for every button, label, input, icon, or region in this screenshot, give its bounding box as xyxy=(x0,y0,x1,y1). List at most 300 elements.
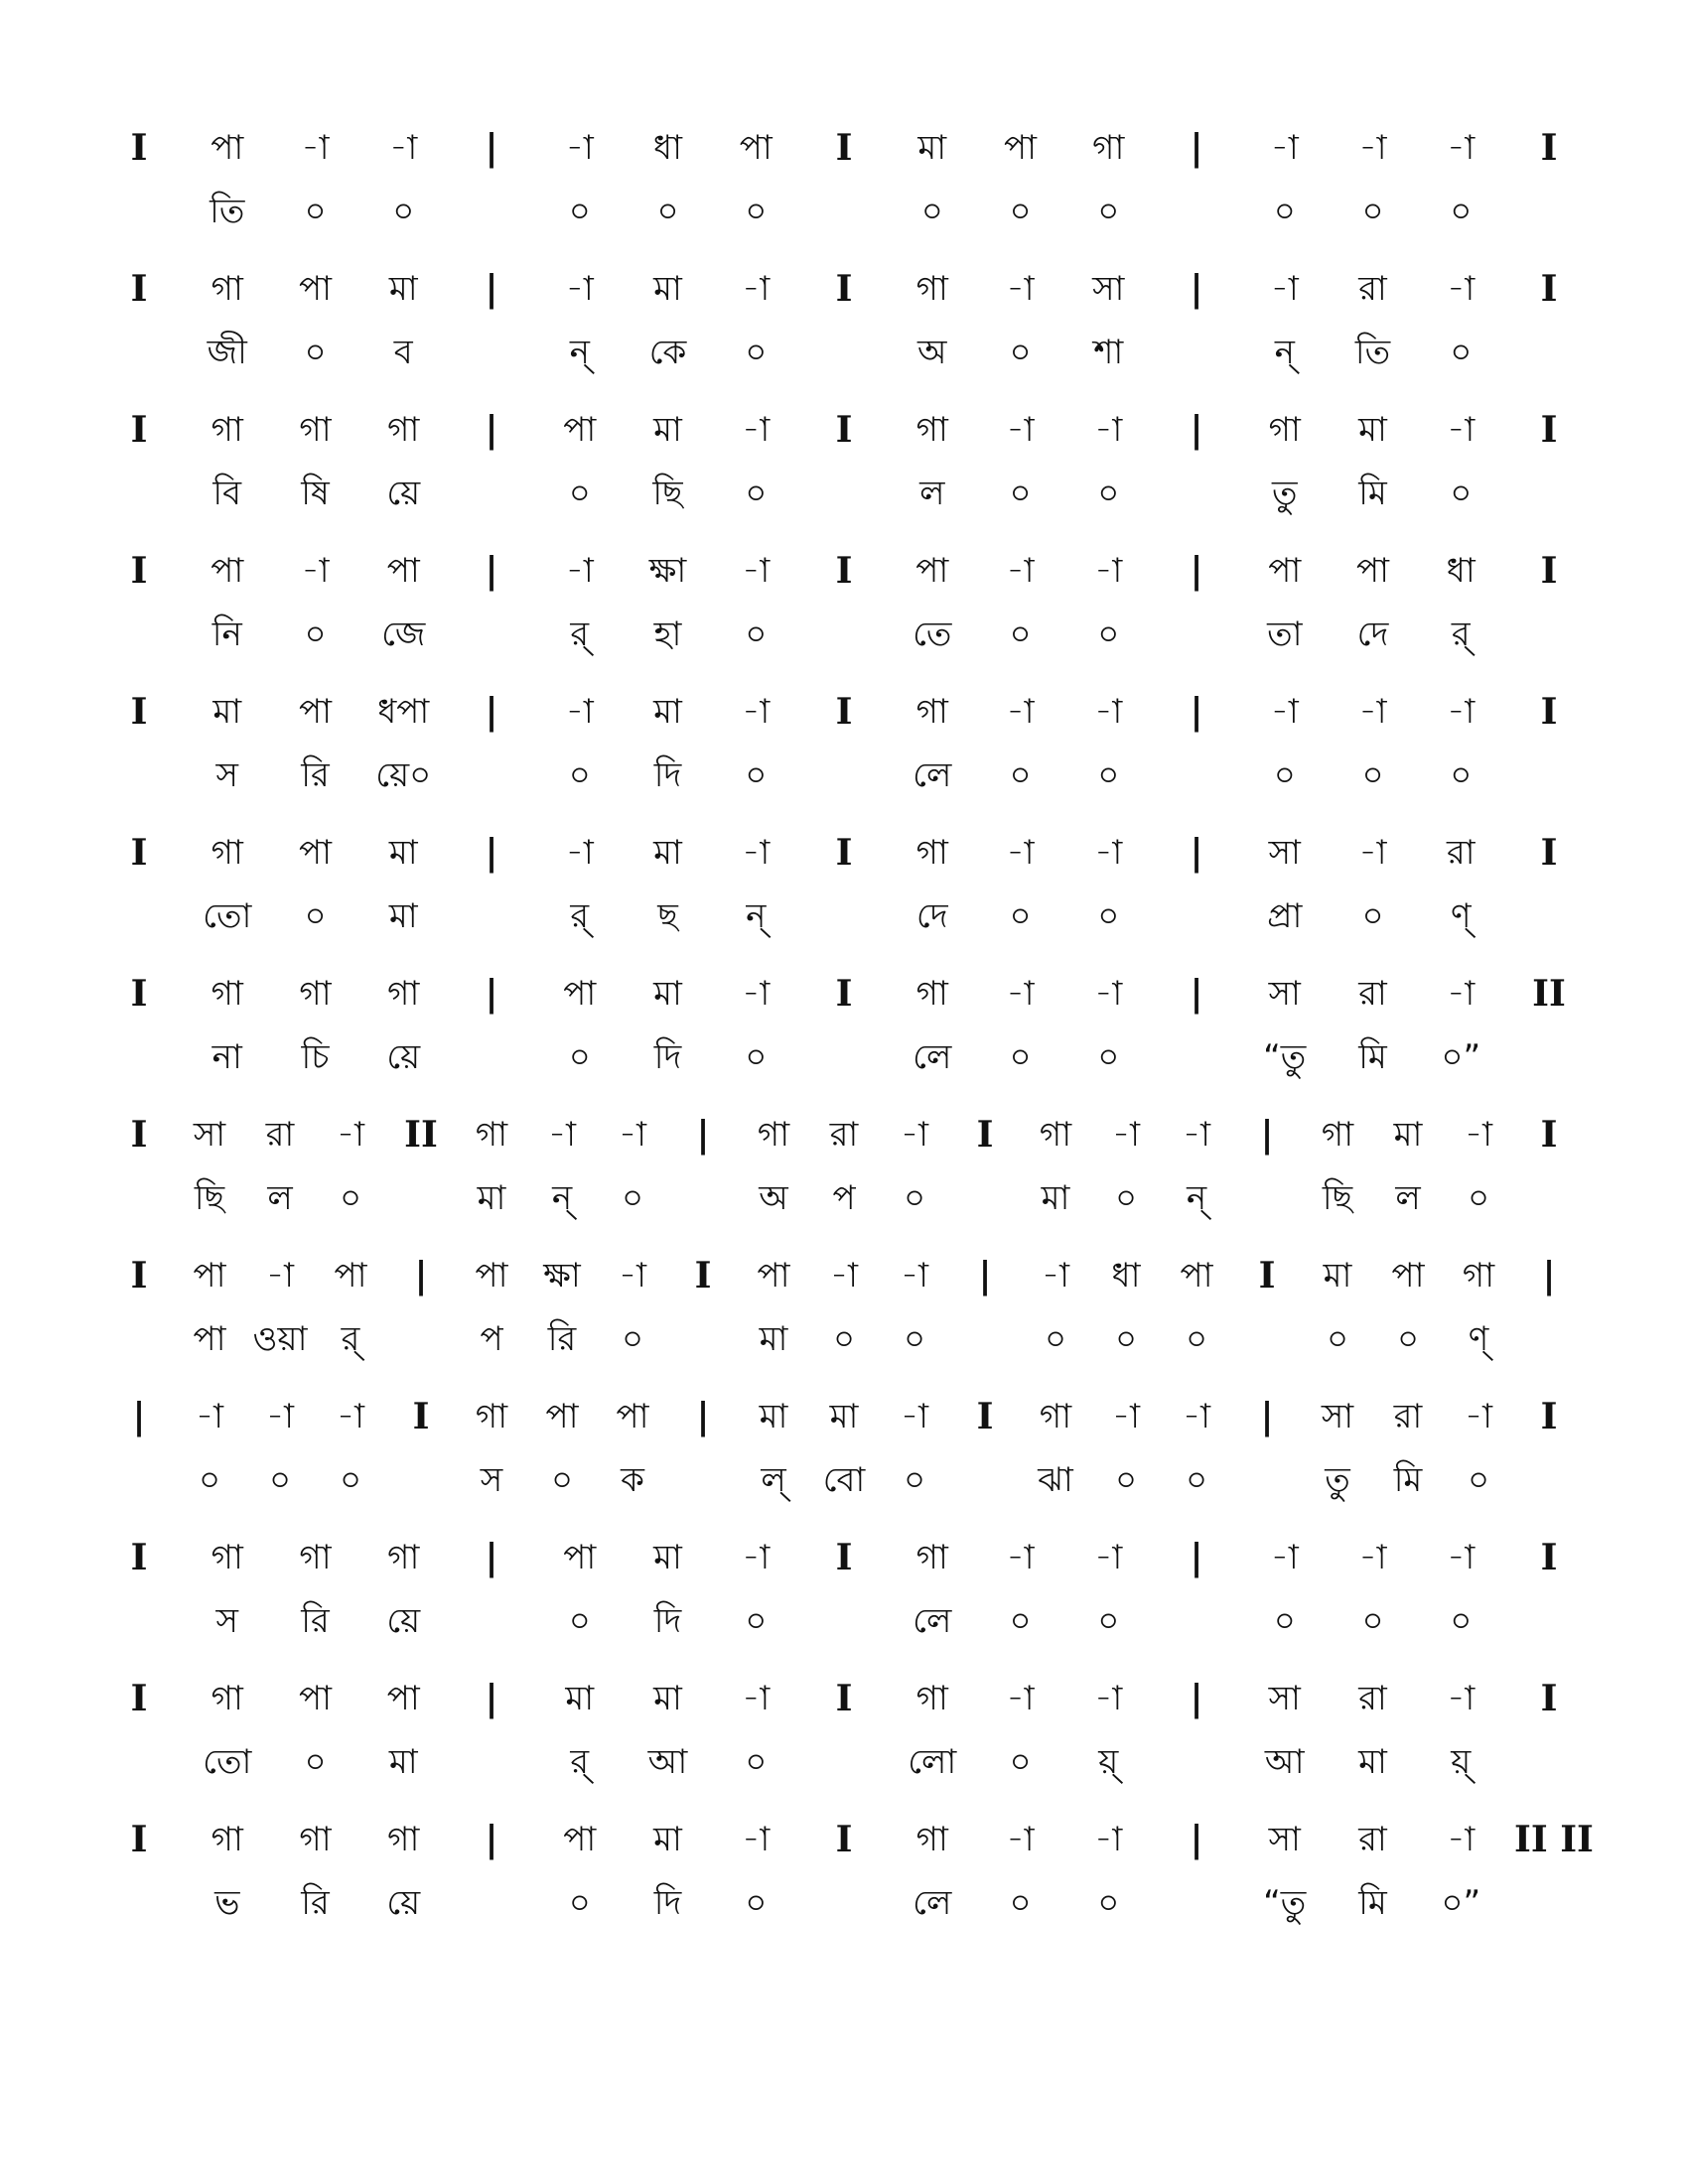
swara-note: -া xyxy=(1270,692,1299,732)
bar-line: | xyxy=(485,1819,498,1860)
lyric-syllable: ০ xyxy=(568,192,591,231)
lyric-syllable: র্ xyxy=(1451,614,1471,654)
bar-line: I xyxy=(130,973,148,1015)
swara-note: -া xyxy=(565,692,594,732)
bar-line: I xyxy=(1540,550,1558,592)
swara-note: -া xyxy=(1270,269,1299,309)
lyric-syllable: ল xyxy=(267,1178,293,1218)
lyric-syllable: ঝা xyxy=(1038,1460,1073,1500)
swara-note: সা xyxy=(1268,1820,1301,1859)
lyric-syllable: ০ xyxy=(1097,896,1120,936)
lyric-syllable: ০ xyxy=(1097,1883,1120,1923)
bar-line: | xyxy=(1190,973,1203,1015)
lyric-syllable: “তু xyxy=(1263,1883,1307,1923)
lyric-row xyxy=(139,1028,1549,1086)
lyric-syllable: ০ xyxy=(1361,755,1384,795)
swara-note: সা xyxy=(1268,974,1301,1014)
swara-note: গা xyxy=(211,410,243,450)
swara-note: ধপা xyxy=(377,692,430,732)
swara-note: সা xyxy=(193,1115,226,1155)
swara-note: গা xyxy=(299,1820,332,1859)
swara-note: সা xyxy=(1321,1397,1354,1436)
swara-note: -া xyxy=(565,128,594,168)
lyric-syllable: ০ xyxy=(920,192,943,231)
bar-line: | xyxy=(1260,1396,1274,1437)
bar-line: | xyxy=(485,409,498,451)
lyric-syllable: ক xyxy=(621,1460,644,1500)
swara-note: পা xyxy=(915,551,949,591)
swara-note: -া xyxy=(742,974,771,1014)
swara-note: মা xyxy=(829,1397,859,1436)
bar-line: I xyxy=(130,409,148,451)
lyric-syllable: রি xyxy=(547,1319,577,1359)
swara-note: মা xyxy=(653,833,682,873)
swara-note: মা xyxy=(653,1679,682,1718)
swara-note: -া xyxy=(742,1538,771,1577)
swara-note: গা xyxy=(915,410,948,450)
notation-system xyxy=(130,119,1558,248)
swara-note: মা xyxy=(1358,410,1387,450)
lyric-row xyxy=(139,1733,1549,1791)
lyric-syllable: ০ xyxy=(339,1460,362,1500)
swara-note: গা xyxy=(211,1538,243,1577)
lyric-syllable: ০ xyxy=(568,755,591,795)
swara-note: গা xyxy=(915,269,948,309)
swara-note: রা xyxy=(829,1115,859,1155)
swara-note: পা xyxy=(193,1256,226,1296)
swara-row xyxy=(130,1247,1556,1304)
lyric-syllable: ল xyxy=(919,474,945,513)
lyric-syllable: ০” xyxy=(1441,1037,1481,1077)
lyric-syllable: ০ xyxy=(1009,192,1032,231)
lyric-syllable: ০ xyxy=(1009,896,1032,936)
swara-note: মা xyxy=(388,833,418,873)
bar-line: I xyxy=(835,127,853,169)
lyric-syllable: তো xyxy=(203,1742,252,1782)
swara-note: -া xyxy=(1094,1820,1123,1859)
swara-note: পা xyxy=(1004,128,1037,168)
swara-note: -া xyxy=(1006,974,1035,1014)
lyric-row xyxy=(139,1874,1549,1932)
bar-line: | xyxy=(485,1678,498,1719)
lyric-syllable: ০ xyxy=(903,1319,926,1359)
lyric-syllable: ০ xyxy=(1273,755,1296,795)
swara-note: পা xyxy=(545,1397,579,1436)
bar-line: | xyxy=(1190,1819,1203,1860)
lyric-syllable: কে xyxy=(648,333,687,372)
lyric-syllable: ০ xyxy=(745,755,768,795)
lyric-row xyxy=(139,1310,1549,1368)
lyric-syllable: ওয়া xyxy=(252,1319,308,1359)
notation-system xyxy=(130,683,1558,812)
lyric-syllable: তু xyxy=(1325,1460,1350,1500)
lyric-syllable: ০ xyxy=(745,1037,768,1077)
swara-note: -া xyxy=(1183,1397,1210,1436)
swara-note: গা xyxy=(211,1820,243,1859)
lyric-syllable: আ xyxy=(1264,1742,1305,1782)
swara-note: মা xyxy=(1393,1115,1423,1155)
lyric-syllable: ন্ xyxy=(746,896,767,936)
swara-note: -া xyxy=(1465,1115,1492,1155)
lyric-syllable: পা xyxy=(193,1319,226,1359)
swara-note: পা xyxy=(739,128,773,168)
lyric-syllable: ছি xyxy=(652,474,683,513)
swara-note: ধা xyxy=(653,128,682,168)
lyric-syllable: ব xyxy=(393,333,413,372)
lyric-syllable: দি xyxy=(653,1601,682,1641)
lyric-syllable: ০ xyxy=(1097,192,1120,231)
bar-line: | xyxy=(485,973,498,1015)
swara-note: ধা xyxy=(1446,551,1476,591)
swara-note: মা xyxy=(1323,1256,1352,1296)
lyric-syllable: না xyxy=(211,1037,242,1077)
lyric-syllable: ০ xyxy=(745,474,768,513)
lyric-syllable: লে xyxy=(913,1037,952,1077)
lyric-syllable: ০ xyxy=(745,333,768,372)
lyric-syllable: য়ে xyxy=(386,1037,421,1077)
lyric-syllable: ০ xyxy=(745,1742,768,1782)
lyric-syllable: ন্ xyxy=(1186,1178,1207,1218)
lyric-syllable: ০ xyxy=(1273,192,1296,231)
lyric-syllable: ছি xyxy=(194,1178,225,1218)
bar-line: I xyxy=(1540,1537,1558,1578)
swara-note: পা xyxy=(1268,551,1302,591)
swara-note: -া xyxy=(619,1256,646,1296)
lyric-syllable: ০ xyxy=(304,333,327,372)
lyric-syllable: র্ xyxy=(570,896,590,936)
swara-row xyxy=(132,1388,1558,1445)
lyric-row xyxy=(139,465,1549,522)
lyric-syllable: ০ xyxy=(903,1460,926,1500)
swara-note: সা xyxy=(1268,1679,1301,1718)
bar-line: I xyxy=(1540,1114,1558,1156)
bar-line: | xyxy=(1190,1678,1203,1719)
swara-row xyxy=(130,1811,1594,1868)
lyric-syllable: ০ xyxy=(1097,1601,1120,1641)
lyric-syllable: ০ xyxy=(550,1460,574,1500)
swara-row xyxy=(130,1529,1558,1586)
lyric-syllable: ০ xyxy=(304,614,327,654)
lyric-syllable: ০ xyxy=(1185,1319,1208,1359)
bar-line: | xyxy=(485,268,498,310)
swara-note: গা xyxy=(757,1115,790,1155)
lyric-syllable: ল xyxy=(1395,1178,1421,1218)
lyric-syllable: দি xyxy=(653,755,682,795)
lyric-syllable: য়ে xyxy=(386,1883,421,1923)
notation-system xyxy=(130,1811,1594,1940)
lyric-syllable: আ xyxy=(647,1742,688,1782)
bar-line: I xyxy=(130,1819,148,1860)
bar-line: | xyxy=(485,1537,498,1578)
lyric-syllable: “তু xyxy=(1263,1037,1307,1077)
swara-note: ক্ষা xyxy=(648,551,687,591)
lyric-syllable: ন্ xyxy=(569,333,590,372)
lyric-syllable: ০ xyxy=(1009,474,1032,513)
swara-row xyxy=(130,965,1566,1023)
bar-line: | xyxy=(1190,409,1203,451)
swara-note: -া xyxy=(266,1256,294,1296)
swara-note: মা xyxy=(653,1820,682,1859)
bar-line: | xyxy=(696,1114,710,1156)
bar-line: | xyxy=(1542,1255,1556,1297)
lyric-syllable: শা xyxy=(1093,333,1124,372)
swara-note: -া xyxy=(1094,692,1123,732)
bar-line: I xyxy=(1540,832,1558,874)
swara-note: রা xyxy=(1358,974,1387,1014)
swara-note: পা xyxy=(1391,1256,1425,1296)
swara-note: -া xyxy=(301,128,330,168)
swara-note: সা xyxy=(1092,269,1125,309)
swara-note: পা xyxy=(563,1538,597,1577)
swara-note: -া xyxy=(1006,1679,1035,1718)
lyric-syllable: ০ xyxy=(745,1883,768,1923)
lyric-syllable: ০ xyxy=(1450,1601,1473,1641)
bar-line: | xyxy=(1190,832,1203,874)
lyric-syllable: ০ xyxy=(745,1601,768,1641)
swara-note: পা xyxy=(616,1397,649,1436)
lyric-syllable: মি xyxy=(1358,1883,1387,1923)
lyric-syllable: ০ xyxy=(1097,474,1120,513)
lyric-syllable: ০ xyxy=(832,1319,856,1359)
swara-row xyxy=(130,260,1558,318)
lyric-syllable: ০ xyxy=(1361,192,1384,231)
lyric-syllable: ০ xyxy=(1326,1319,1349,1359)
lyric-syllable: ০ xyxy=(1097,1037,1120,1077)
swara-note: -া xyxy=(1358,1538,1387,1577)
swara-note: -া xyxy=(1006,1820,1035,1859)
lyric-syllable: ০ xyxy=(745,614,768,654)
swara-note: -া xyxy=(1094,551,1123,591)
swara-note: -া xyxy=(1006,269,1035,309)
bar-line: | xyxy=(1190,127,1203,169)
swara-note: -া xyxy=(1006,410,1035,450)
lyric-syllable: স xyxy=(480,1460,503,1500)
lyric-syllable: ০ xyxy=(1009,1883,1032,1923)
lyric-syllable: তা xyxy=(1267,614,1303,654)
swara-note: -া xyxy=(1358,128,1387,168)
swara-note: রা xyxy=(1358,1679,1387,1718)
lyric-syllable: তি xyxy=(1354,333,1391,372)
swara-row xyxy=(130,824,1558,882)
lyric-row xyxy=(139,887,1549,945)
swara-note: ধা xyxy=(1111,1256,1141,1296)
lyric-syllable: ভ xyxy=(214,1883,240,1923)
lyric-syllable: ন্ xyxy=(1274,333,1295,372)
swara-note: পা xyxy=(299,833,332,873)
swara-note: -া xyxy=(1006,692,1035,732)
swara-note: -া xyxy=(1270,128,1299,168)
swara-note: গা xyxy=(1092,128,1125,168)
swara-note: গা xyxy=(211,1679,243,1718)
bar-line: I xyxy=(1540,1678,1558,1719)
bar-line: I xyxy=(412,1396,430,1437)
notation-system xyxy=(130,1106,1558,1235)
swara-note: গা xyxy=(915,1679,948,1718)
swara-row xyxy=(130,683,1558,741)
lyric-syllable: ০ xyxy=(1044,1319,1067,1359)
lyric-syllable: তু xyxy=(1271,474,1298,513)
lyric-syllable: মি xyxy=(1393,1460,1423,1500)
swara-note: গা xyxy=(387,410,420,450)
swara-note: গা xyxy=(211,833,243,873)
swara-note: গা xyxy=(211,974,243,1014)
swara-note: -া xyxy=(1447,128,1476,168)
swara-note: মা xyxy=(653,692,682,732)
swara-note: গা xyxy=(915,974,948,1014)
lyric-syllable: ০ xyxy=(903,1178,926,1218)
lyric-syllable: মা xyxy=(1358,1742,1387,1782)
bar-line: I xyxy=(835,550,853,592)
swara-note: -া xyxy=(1447,1820,1476,1859)
bar-line: I xyxy=(1540,409,1558,451)
lyric-row xyxy=(139,183,1549,240)
lyric-syllable: ০ xyxy=(621,1319,644,1359)
swara-note: -া xyxy=(901,1256,928,1296)
swara-note: রা xyxy=(265,1115,295,1155)
bar-line: I xyxy=(1540,268,1558,310)
lyric-syllable: ০ xyxy=(1009,1742,1032,1782)
swara-note: গা xyxy=(915,1820,948,1859)
bar-line: I xyxy=(835,409,853,451)
swara-note: গা xyxy=(1462,1256,1495,1296)
lyric-syllable: অ xyxy=(759,1178,788,1218)
lyric-syllable: ণ্ xyxy=(1468,1319,1489,1359)
swara-note: পা xyxy=(563,410,597,450)
swara-note: -া xyxy=(565,269,594,309)
lyric-syllable: য়ে xyxy=(386,1601,421,1641)
bar-line: | xyxy=(1190,268,1203,310)
bar-line: | xyxy=(485,550,498,592)
lyric-syllable: ০ xyxy=(1009,614,1032,654)
lyric-row xyxy=(139,606,1549,663)
swara-note: -া xyxy=(1094,974,1123,1014)
lyric-syllable: লো xyxy=(908,1742,957,1782)
swara-note: রা xyxy=(1446,833,1476,873)
swara-note: সা xyxy=(1268,833,1301,873)
lyric-syllable: রি xyxy=(301,755,330,795)
swara-note: গা xyxy=(387,974,420,1014)
lyric-row xyxy=(139,1169,1549,1227)
swara-note: পা xyxy=(563,1820,597,1859)
swara-note: মা xyxy=(388,269,418,309)
swara-note: গা xyxy=(387,1820,420,1859)
lyric-syllable: ০ xyxy=(1450,333,1473,372)
lyric-syllable: দে xyxy=(915,896,948,936)
swara-note: -া xyxy=(830,1256,858,1296)
swara-note: -া xyxy=(1094,1679,1123,1718)
lyric-row xyxy=(139,747,1549,804)
bar-line: I xyxy=(130,1114,148,1156)
lyric-syllable: প্রা xyxy=(1267,896,1303,936)
lyric-syllable: র্ xyxy=(570,614,590,654)
swara-note: -া xyxy=(1270,1538,1299,1577)
swara-note: গা xyxy=(475,1397,508,1436)
swara-note: গা xyxy=(1039,1397,1072,1436)
swara-row xyxy=(130,119,1558,177)
lyric-syllable: ০ xyxy=(304,1742,327,1782)
swara-note: -া xyxy=(1006,551,1035,591)
swara-note: পা xyxy=(299,269,332,309)
swara-note: গা xyxy=(915,833,948,873)
bar-line: | xyxy=(1190,1537,1203,1578)
swara-note: রা xyxy=(1358,1820,1387,1859)
bar-line: | xyxy=(1260,1114,1274,1156)
lyric-syllable: ণ্ xyxy=(1450,896,1472,936)
swara-note: মা xyxy=(565,1679,595,1718)
bar-line: I xyxy=(130,691,148,733)
lyric-syllable: ০ xyxy=(1185,1460,1208,1500)
swara-note: -া xyxy=(1042,1256,1069,1296)
swara-note: -া xyxy=(1447,1538,1476,1577)
lyric-syllable: মা xyxy=(388,896,418,936)
swara-note: মা xyxy=(917,128,947,168)
notation-system xyxy=(130,260,1558,389)
swara-note: পা xyxy=(299,1679,332,1718)
notation-system xyxy=(132,1388,1558,1517)
lyric-syllable: ০ xyxy=(339,1178,362,1218)
swara-note: পা xyxy=(563,974,597,1014)
swara-note: গা xyxy=(299,410,332,450)
swara-note: -া xyxy=(565,833,594,873)
lyric-syllable: মা xyxy=(388,1742,418,1782)
lyric-syllable: দে xyxy=(1356,614,1389,654)
swara-note: পা xyxy=(1356,551,1389,591)
lyric-syllable: ০ xyxy=(656,192,679,231)
bar-line: | xyxy=(1190,691,1203,733)
bar-line: I xyxy=(835,1537,853,1578)
lyric-syllable: মা xyxy=(477,1178,506,1218)
bar-line: I xyxy=(1540,127,1558,169)
swara-note: -া xyxy=(1094,833,1123,873)
bar-line: II II xyxy=(1514,1819,1594,1860)
swara-note: -া xyxy=(196,1397,223,1436)
lyric-syllable: বি xyxy=(212,474,242,513)
bar-line: I xyxy=(130,1537,148,1578)
bar-line: | xyxy=(485,691,498,733)
lyric-syllable: ০ xyxy=(1009,333,1032,372)
lyric-syllable: ০ xyxy=(1009,1601,1032,1641)
lyric-syllable: ০ xyxy=(1114,1319,1138,1359)
lyric-syllable: ০” xyxy=(1441,1883,1481,1923)
bar-line: | xyxy=(485,832,498,874)
notation-system xyxy=(130,1529,1558,1658)
notation-system xyxy=(130,824,1558,953)
swara-note: গা xyxy=(1321,1115,1354,1155)
lyric-syllable: তে xyxy=(913,614,952,654)
notation-system xyxy=(130,542,1558,671)
swara-note: পা xyxy=(211,128,244,168)
lyric-syllable: মি xyxy=(1358,474,1387,513)
lyric-syllable: ০ xyxy=(745,192,768,231)
swara-note: -া xyxy=(1358,692,1387,732)
lyric-row xyxy=(139,1451,1549,1509)
lyric-syllable: ০ xyxy=(1450,192,1473,231)
lyric-syllable: য়ে xyxy=(386,474,421,513)
swara-note: -া xyxy=(901,1115,928,1155)
swara-note: মা xyxy=(653,1538,682,1577)
lyric-syllable: বো xyxy=(822,1460,866,1500)
swara-note: পা xyxy=(299,692,332,732)
swara-note: গা xyxy=(1268,410,1301,450)
swara-note: -া xyxy=(1006,1538,1035,1577)
lyric-syllable: ০ xyxy=(1097,755,1120,795)
lyric-row xyxy=(139,1592,1549,1650)
lyric-syllable: রি xyxy=(301,1883,330,1923)
lyric-syllable: র্ xyxy=(570,1742,590,1782)
swara-note: -া xyxy=(1465,1397,1492,1436)
swara-note: -া xyxy=(1358,833,1387,873)
bar-line: I xyxy=(130,127,148,169)
